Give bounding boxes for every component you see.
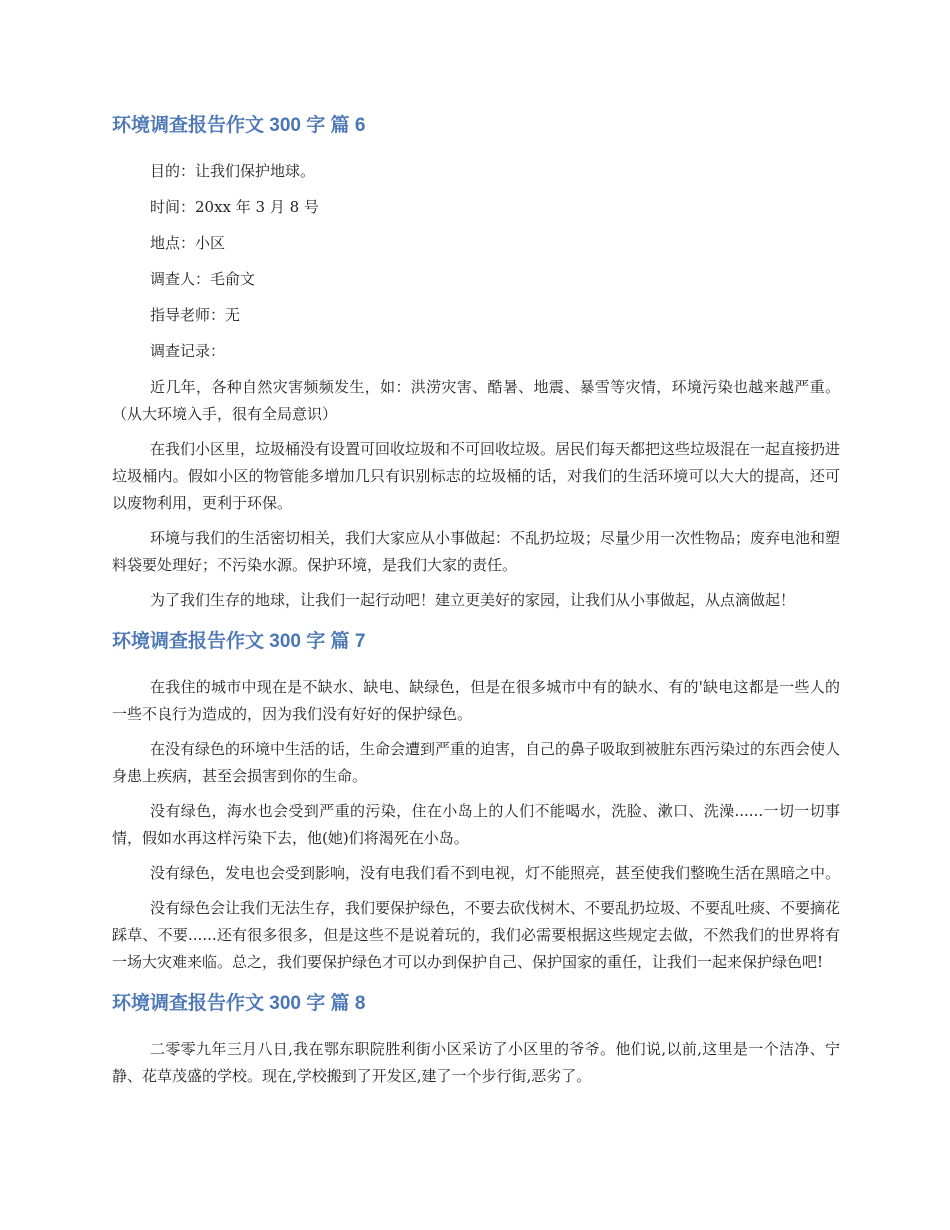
paragraph: 为了我们生存的地球，让我们一起行动吧！建立更美好的家园，让我们从小事做起，从点滴做起！ [150, 591, 796, 609]
paragraph: 在我们小区里，垃圾桶没有设置可回收垃圾和不可回收垃圾。居民们每天都把这些垃圾混在一起直接扔进垃圾桶内。假如小区的物管能多增加几只有识别标志的垃圾桶的话，对我们的生活环境可以大大的提高，还可以废物利用，更利于环保。 [112, 440, 841, 512]
meta-location: 地点：小区 [150, 234, 226, 252]
paragraph: 没有绿色会让我们无法生存，我们要保护绿色，不要去砍伐树木、不要乱扔垃圾、不要乱吐痰、不要摘花踩草、不要......还有很多很多，但是这些不是说着玩的，我们必需要根据这些规定去做，不然我们的世界将有一场大灾难来临。总之，我们要保护绿色才可以办到保护自己、保护国家的重任，让我们一起来保护绿色吧! [112, 899, 841, 971]
section-6 [112, 112, 840, 614]
meta-time: 时间：20xx 年 3 月 8 号 [150, 198, 319, 216]
section-title: 环境调查报告作文 300 字 篇 6 [112, 115, 366, 136]
paragraph: 在我住的城市中现在是不缺水、缺电、缺绿色，但是在很多城市中有的缺水、有的'缺电这都是一些人的一些不良行为造成的，因为我们没有好好的保护绿色。 [112, 678, 840, 723]
meta-investigator: 调查人：毛俞文 [150, 270, 256, 288]
section-title: 环境调查报告作文 300 字 篇 7 [112, 631, 366, 652]
paragraph: 在没有绿色的环境中生活的话，生命会遭到严重的迫害，自己的鼻子吸取到被脏东西污染过的东西会使人身患上疾病，甚至会损害到你的生命。 [112, 740, 841, 785]
section-7 [112, 628, 840, 976]
paragraph: 二零零九年三月八日,我在鄂东职院胜利街小区采访了小区里的爷爷。他们说,以前,这里是一个洁净、宁静、花草茂盛的学校。现在,学校搬到了开发区,建了一个步行街,恶劣了。 [112, 1040, 840, 1085]
meta-purpose: 目的：让我们保护地球。 [150, 162, 316, 180]
paragraph: 没有绿色，发电也会受到影响，没有电我们看不到电视，灯不能照亮，甚至使我们整晚生活在黑暗之中。 [150, 864, 841, 882]
section-8 [112, 990, 840, 1090]
paragraph: 环境与我们的生活密切相关，我们大家应从小事做起：不乱扔垃圾；尽量少用一次性物品；废弃电池和塑料袋要处理好；不污染水源。保护环境，是我们大家的责任。 [112, 529, 841, 574]
paragraph: 没有绿色，海水也会受到严重的污染，住在小岛上的人们不能喝水，洗脸、漱口、洗澡......一切一切事情，假如水再这样污染下去，他(她)们将渴死在小岛。 [112, 802, 840, 847]
meta-record-label: 调查记录： [150, 342, 226, 360]
paragraph: 近几年，各种自然灾害频频发生，如：洪涝灾害、酷暑、地震、暴雪等灾情，环境污染也越来越严重。（从大环境入手，很有全局意识） [112, 378, 840, 423]
section-title: 环境调查报告作文 300 字 篇 8 [112, 993, 366, 1014]
meta-advisor: 指导老师：无 [150, 306, 241, 324]
